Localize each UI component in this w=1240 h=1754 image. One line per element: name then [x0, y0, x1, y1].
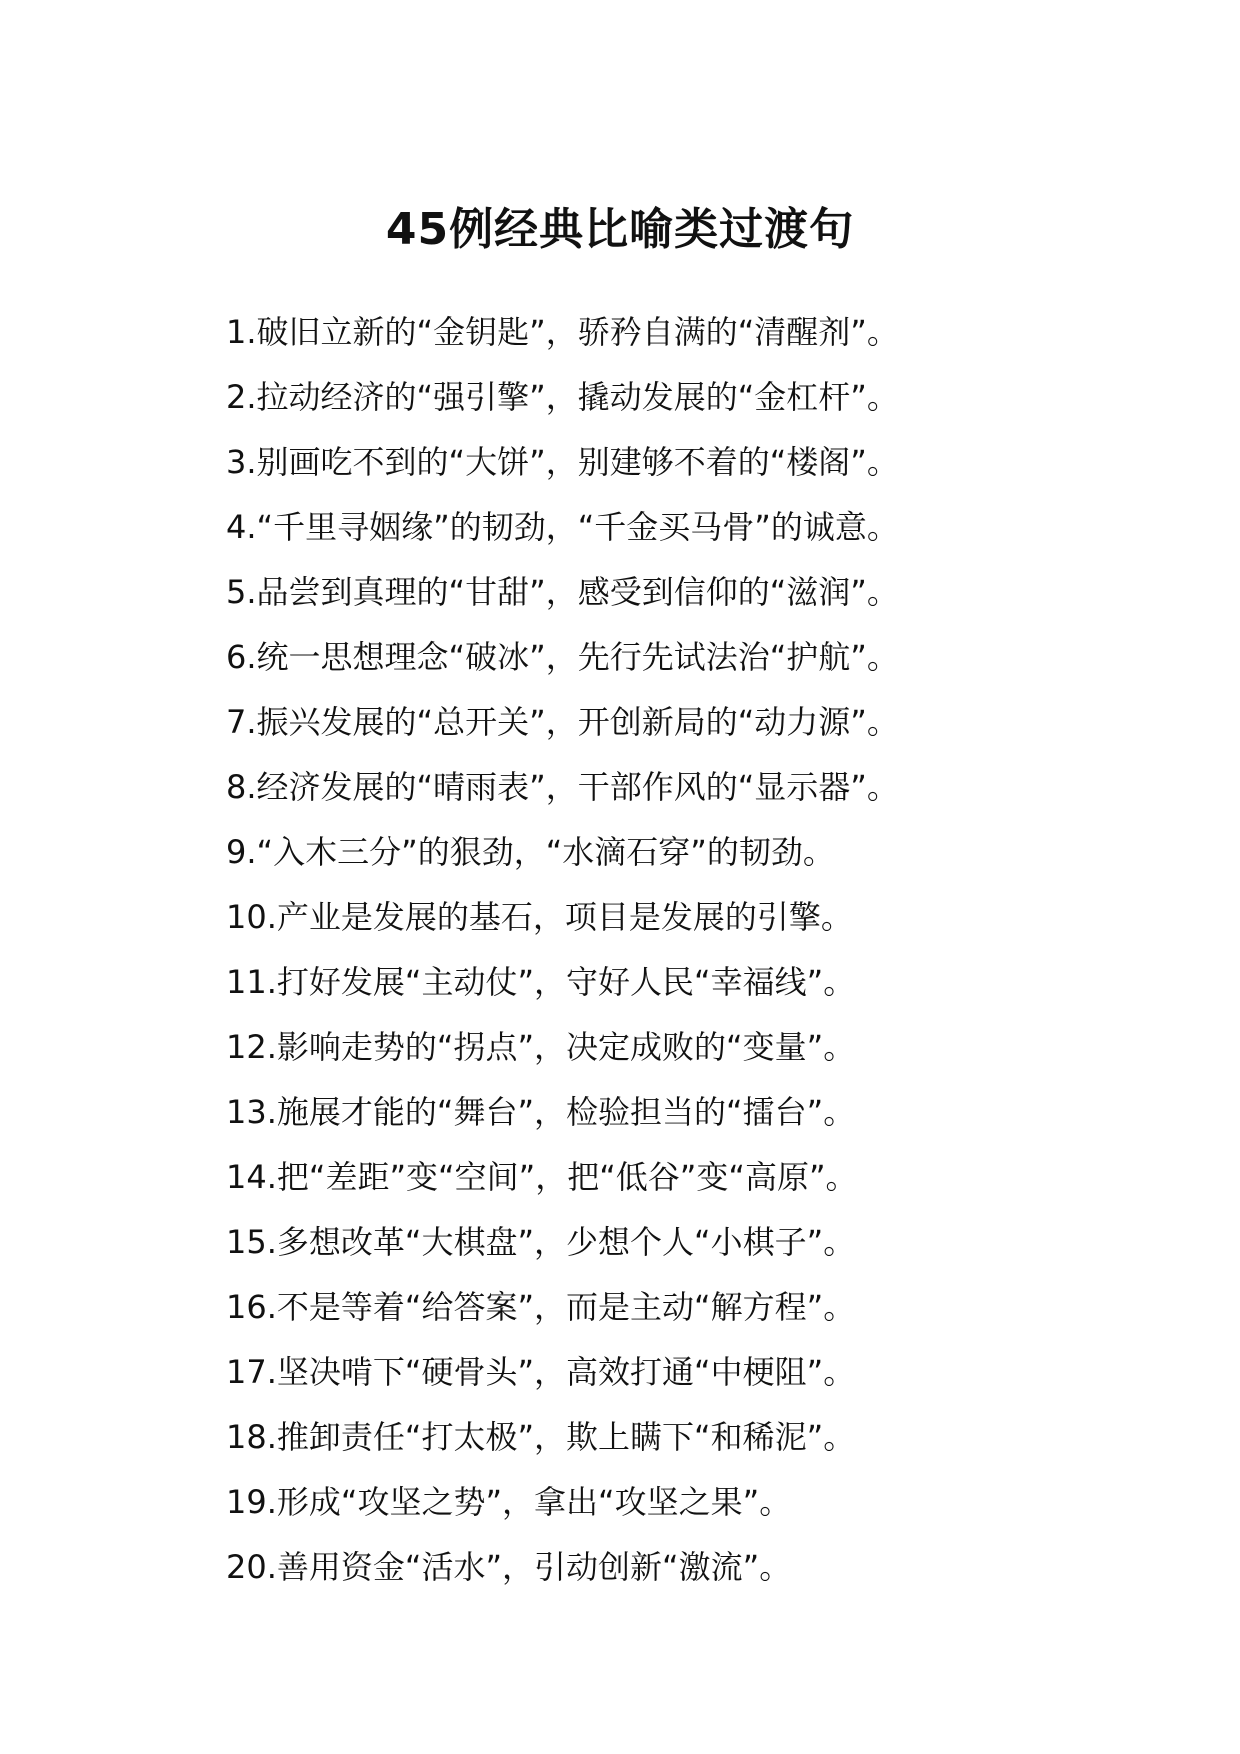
list-item: 16.不是等着“给答案”，而是主动“解方程”。 [226, 1288, 856, 1326]
sentence-list [226, 300, 1206, 1600]
list-item: 10.产业是发展的基石，项目是发展的引擎。 [226, 898, 853, 936]
list-item: 9.“入木三分”的狠劲，“水滴石穿”的韧劲。 [226, 833, 835, 871]
list-item: 8.经济发展的“晴雨表”，干部作风的“显示器”。 [226, 768, 899, 806]
list-item: 11.打好发展“主动仗”，守好人民“幸福线”。 [226, 963, 856, 1001]
document-title: 45例经典比喻类过渡句 [385, 204, 855, 255]
list-item: 19.形成“攻坚之势”，拿出“攻坚之果”。 [226, 1483, 792, 1521]
list-item: 2.拉动经济的“强引擎”，撬动发展的“金杠杆”。 [226, 378, 899, 416]
list-item: 18.推卸责任“打太极”，欺上瞒下“和稀泥”。 [226, 1418, 856, 1456]
list-item: 13.施展才能的“舞台”，检验担当的“擂台”。 [226, 1093, 856, 1131]
list-item: 7.振兴发展的“总开关”，开创新局的“动力源”。 [226, 703, 899, 741]
list-item: 12.影响走势的“拐点”，决定成败的“变量”。 [226, 1028, 856, 1066]
list-item: 1.破旧立新的“金钥匙”，骄矜自满的“清醒剂”。 [226, 313, 899, 351]
list-item: 4.“千里寻姻缘”的韧劲，“千金买马骨”的诚意。 [226, 508, 899, 546]
list-item: 15.多想改革“大棋盘”，少想个人“小棋子”。 [226, 1223, 856, 1261]
list-item: 14.把“差距”变“空间”，把“低谷”变“高原”。 [226, 1158, 858, 1196]
list-item: 6.统一思想理念“破冰”，先行先试法治“护航”。 [226, 638, 899, 676]
list-item: 3.别画吃不到的“大饼”，别建够不着的“楼阁”。 [226, 443, 899, 481]
list-item: 17.坚决啃下“硬骨头”，高效打通“中梗阻”。 [226, 1353, 856, 1391]
list-item: 20.善用资金“活水”，引动创新“激流”。 [226, 1548, 792, 1586]
list-item: 5.品尝到真理的“甘甜”，感受到信仰的“滋润”。 [226, 573, 899, 611]
